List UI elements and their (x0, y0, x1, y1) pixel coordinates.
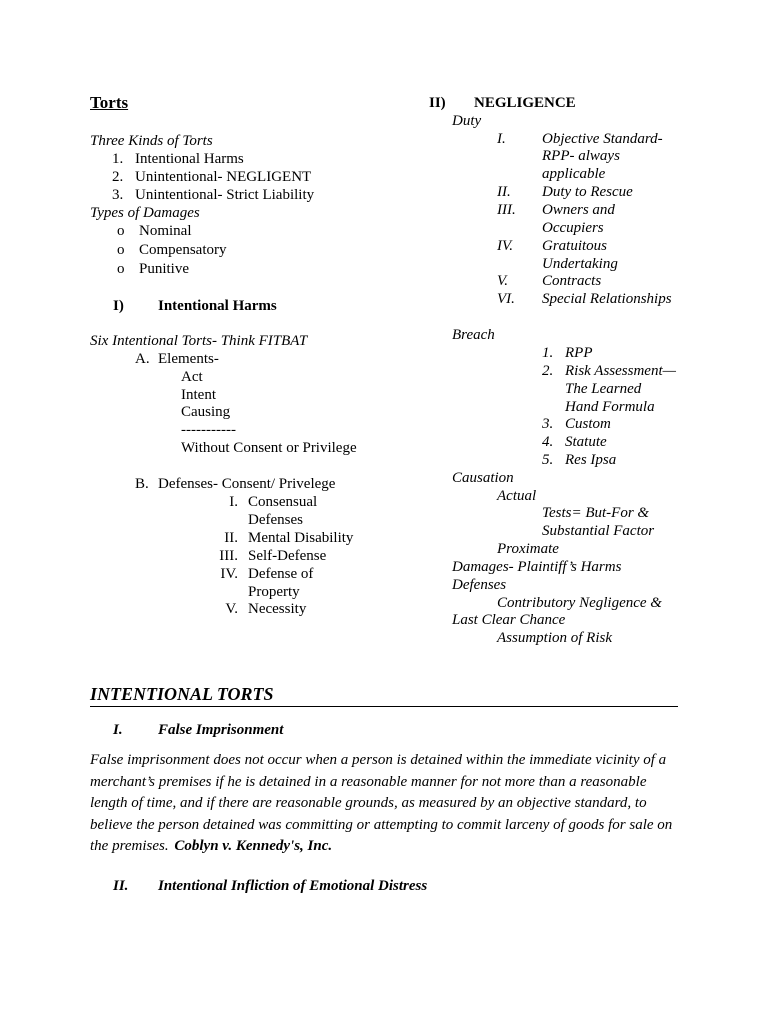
defense-item-cont: Defenses (248, 512, 303, 528)
list-item: Punitive (139, 261, 190, 277)
duty-item-cont: RPP- always (542, 148, 620, 164)
outline-text: Elements- (158, 351, 219, 367)
subsection-number: II. (113, 878, 129, 894)
bullet: o (117, 223, 125, 239)
defense-item: Defense of (248, 566, 314, 582)
subsection-title: False Imprisonment (158, 722, 284, 738)
duty-heading: Duty (452, 113, 482, 129)
element-item: Act (181, 369, 203, 385)
list-item: Nominal (139, 223, 192, 239)
proximate-label: Proximate (497, 541, 559, 557)
list-item-num: 5. (542, 452, 554, 468)
bullet: o (117, 242, 125, 258)
duty-item: Contracts (542, 273, 602, 289)
causation-heading: Causation (452, 470, 514, 486)
element-item: Intent (181, 387, 216, 403)
list-item-num: 3. (542, 416, 554, 432)
breach-item: Risk Assessment— (565, 363, 676, 379)
outline-label: B. (135, 476, 149, 492)
element-item: Without Consent or Privilege (181, 440, 357, 456)
roman-num: IV. (220, 566, 238, 582)
section-number: I) (113, 298, 124, 314)
roman-num: II. (497, 184, 511, 200)
roman-num: V. (497, 273, 508, 289)
contributory-line: Contributory Negligence & (497, 595, 662, 611)
bullet: o (117, 261, 125, 277)
list-item-num: 1. (542, 345, 554, 361)
duty-item-cont: applicable (542, 166, 606, 182)
duty-item: Duty to Rescue (542, 184, 633, 200)
roman-num: II. (224, 530, 238, 546)
six-torts-heading: Six Intentional Torts- Think FITBAT (90, 333, 308, 349)
damages-line: Damages- Plaintiff’s Harms (452, 559, 622, 575)
outline-text: Defenses- Consent/ Privelege (158, 476, 336, 492)
list-item-num: 4. (542, 434, 554, 450)
element-item: Causing (181, 404, 231, 420)
roman-num: I. (229, 494, 238, 510)
roman-num: V. (225, 601, 238, 617)
list-item-num: 2. (112, 169, 124, 185)
list-item: Unintentional- NEGLIGENT (135, 169, 312, 185)
body-paragraph (90, 750, 680, 858)
roman-num: IV. (497, 238, 513, 254)
defense-item: Necessity (248, 601, 307, 617)
list-item: Compensatory (139, 242, 227, 258)
defenses-heading: Defenses (452, 577, 507, 593)
duty-item: Special Relationships (542, 291, 672, 307)
heading-rule (90, 706, 678, 707)
duty-item-cont: Occupiers (542, 220, 604, 236)
roman-num: III. (497, 202, 516, 218)
duty-item: Gratuitous (542, 238, 608, 254)
breach-item-cont: Hand Formula (565, 399, 655, 415)
doc-title: Torts (90, 93, 129, 112)
kinds-heading: Three Kinds of Torts (90, 133, 213, 149)
assumption-line: Assumption of Risk (497, 630, 612, 646)
list-item: Unintentional- Strict Liability (135, 187, 315, 203)
duty-item: Owners and (542, 202, 615, 218)
roman-num: I. (497, 131, 506, 147)
roman-num: III. (219, 548, 238, 564)
list-item-num: 1. (112, 151, 124, 167)
element-divider: ----------- (181, 422, 236, 438)
paragraph-text: False imprisonment does not occur when a person is detained within the immediate vicinity of a merchant’s premises if he is detained in a reasonable manner for not more than a reasonable length of time, and if there are reasonable grounds, as measured by an objective standard, to believe the person detained was committing or attempting to commit larceny of goods for sale on the premises. (90, 752, 673, 854)
duty-item: Objective Standard- (542, 131, 663, 147)
section-title: Intentional Harms (158, 298, 277, 314)
breach-item: Custom (565, 416, 611, 432)
defense-item-cont: Property (248, 584, 300, 600)
tests-line-cont: Substantial Factor (542, 523, 655, 539)
defense-item: Self-Defense (248, 548, 327, 564)
tests-line: Tests= But-For & (542, 505, 650, 521)
subsection-title: Intentional Infliction of Emotional Distress (158, 878, 428, 894)
list-item-num: 2. (542, 363, 554, 379)
breach-item: Statute (565, 434, 607, 450)
breach-heading: Breach (452, 327, 495, 343)
duty-item-cont: Undertaking (542, 256, 618, 272)
section-title: NEGLIGENCE (474, 95, 576, 111)
roman-num: VI. (497, 291, 515, 307)
list-item-num: 3. (112, 187, 124, 203)
contributory-line-cont: Last Clear Chance (452, 612, 566, 628)
breach-item: RPP (565, 345, 593, 361)
breach-item-cont: The Learned (565, 381, 642, 397)
damages-heading: Types of Damages (90, 205, 200, 221)
section-number: II) (429, 95, 446, 111)
subsection-number: I. (113, 722, 123, 738)
outline-label: A. (135, 351, 150, 367)
defense-item: Consensual (248, 494, 318, 510)
case-citation: Coblyn v. Kennedy's, Inc. (174, 838, 333, 854)
section-heading: INTENTIONAL TORTS (90, 684, 274, 704)
list-item: Intentional Harms (135, 151, 244, 167)
breach-item: Res Ipsa (565, 452, 617, 468)
actual-label: Actual (497, 488, 537, 504)
defense-item: Mental Disability (248, 530, 354, 546)
